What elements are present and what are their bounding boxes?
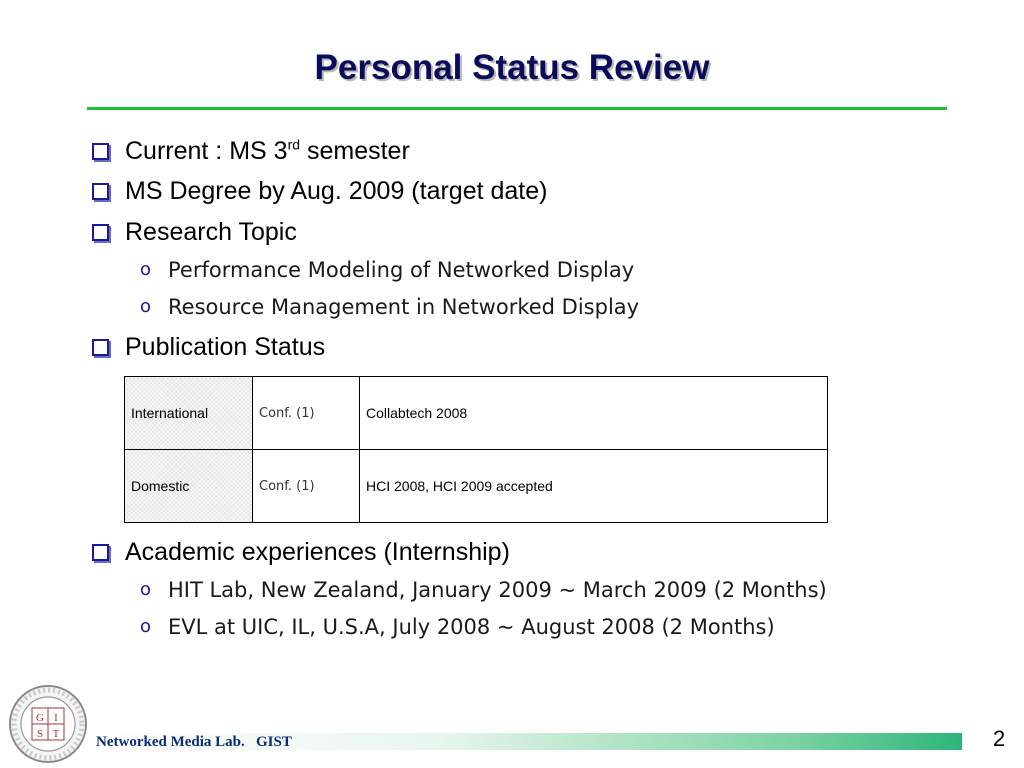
table-row (125, 450, 828, 523)
checkbox-bullet-icon (92, 339, 109, 356)
bullet-academic (92, 537, 510, 567)
table-row (125, 377, 828, 450)
academic-item (140, 614, 775, 640)
bullet-publication-text: Publication Status (125, 333, 326, 361)
checkbox-bullet-icon (92, 143, 109, 160)
slide-title: Personal Status Review (314, 48, 710, 87)
bullet-current (92, 136, 410, 166)
bullet-degree (92, 176, 547, 206)
title-divider (87, 107, 947, 110)
research-item-text: Resource Management in Networked Display (168, 295, 640, 319)
bullet-research (92, 217, 297, 247)
academic-item-text: HIT Lab, New Zealand, January 2009 ~ March 2009 (2 Months) (168, 578, 827, 602)
research-item (140, 294, 639, 320)
scope-cell: International (125, 377, 253, 450)
page-number: 2 (993, 726, 1006, 751)
bullet-research-text: Research Topic (125, 218, 297, 246)
svg-text:I: I (54, 712, 58, 724)
circle-bullet-icon: o (140, 296, 152, 317)
footer-lab-name: Networked Media Lab. GIST (96, 734, 292, 750)
svg-text:G: G (36, 712, 44, 724)
venue-cell: Collabtech 2008 (360, 377, 828, 450)
bullet-academic-text: Academic experiences (Internship) (125, 538, 510, 566)
academic-item (140, 577, 827, 603)
research-item-text: Performance Modeling of Networked Display (168, 258, 635, 282)
scope-cell: Domestic (125, 450, 253, 523)
checkbox-bullet-icon (92, 544, 109, 561)
checkbox-bullet-icon (92, 183, 109, 200)
type-cell: Conf. (1) (253, 377, 360, 450)
academic-item-text: EVL at UIC, IL, U.S.A, July 2008 ~ August 2008 (2 Months) (168, 615, 775, 639)
circle-bullet-icon: o (140, 579, 152, 600)
publication-table (124, 376, 828, 523)
bullet-degree-text: MS Degree by Aug. 2009 (target date) (125, 177, 548, 205)
svg-text:T: T (52, 728, 60, 740)
research-item (140, 257, 634, 283)
bullet-publication (92, 332, 325, 362)
gist-seal-icon (8, 684, 88, 764)
type-cell: Conf. (1) (253, 450, 360, 523)
circle-bullet-icon: o (140, 616, 152, 637)
svg-text:S: S (36, 728, 44, 740)
bullet-current-text: Current : MS 3rd semester (125, 136, 410, 165)
circle-bullet-icon: o (140, 259, 152, 280)
venue-cell: HCI 2008, HCI 2009 accepted (360, 450, 828, 523)
checkbox-bullet-icon (92, 224, 109, 241)
